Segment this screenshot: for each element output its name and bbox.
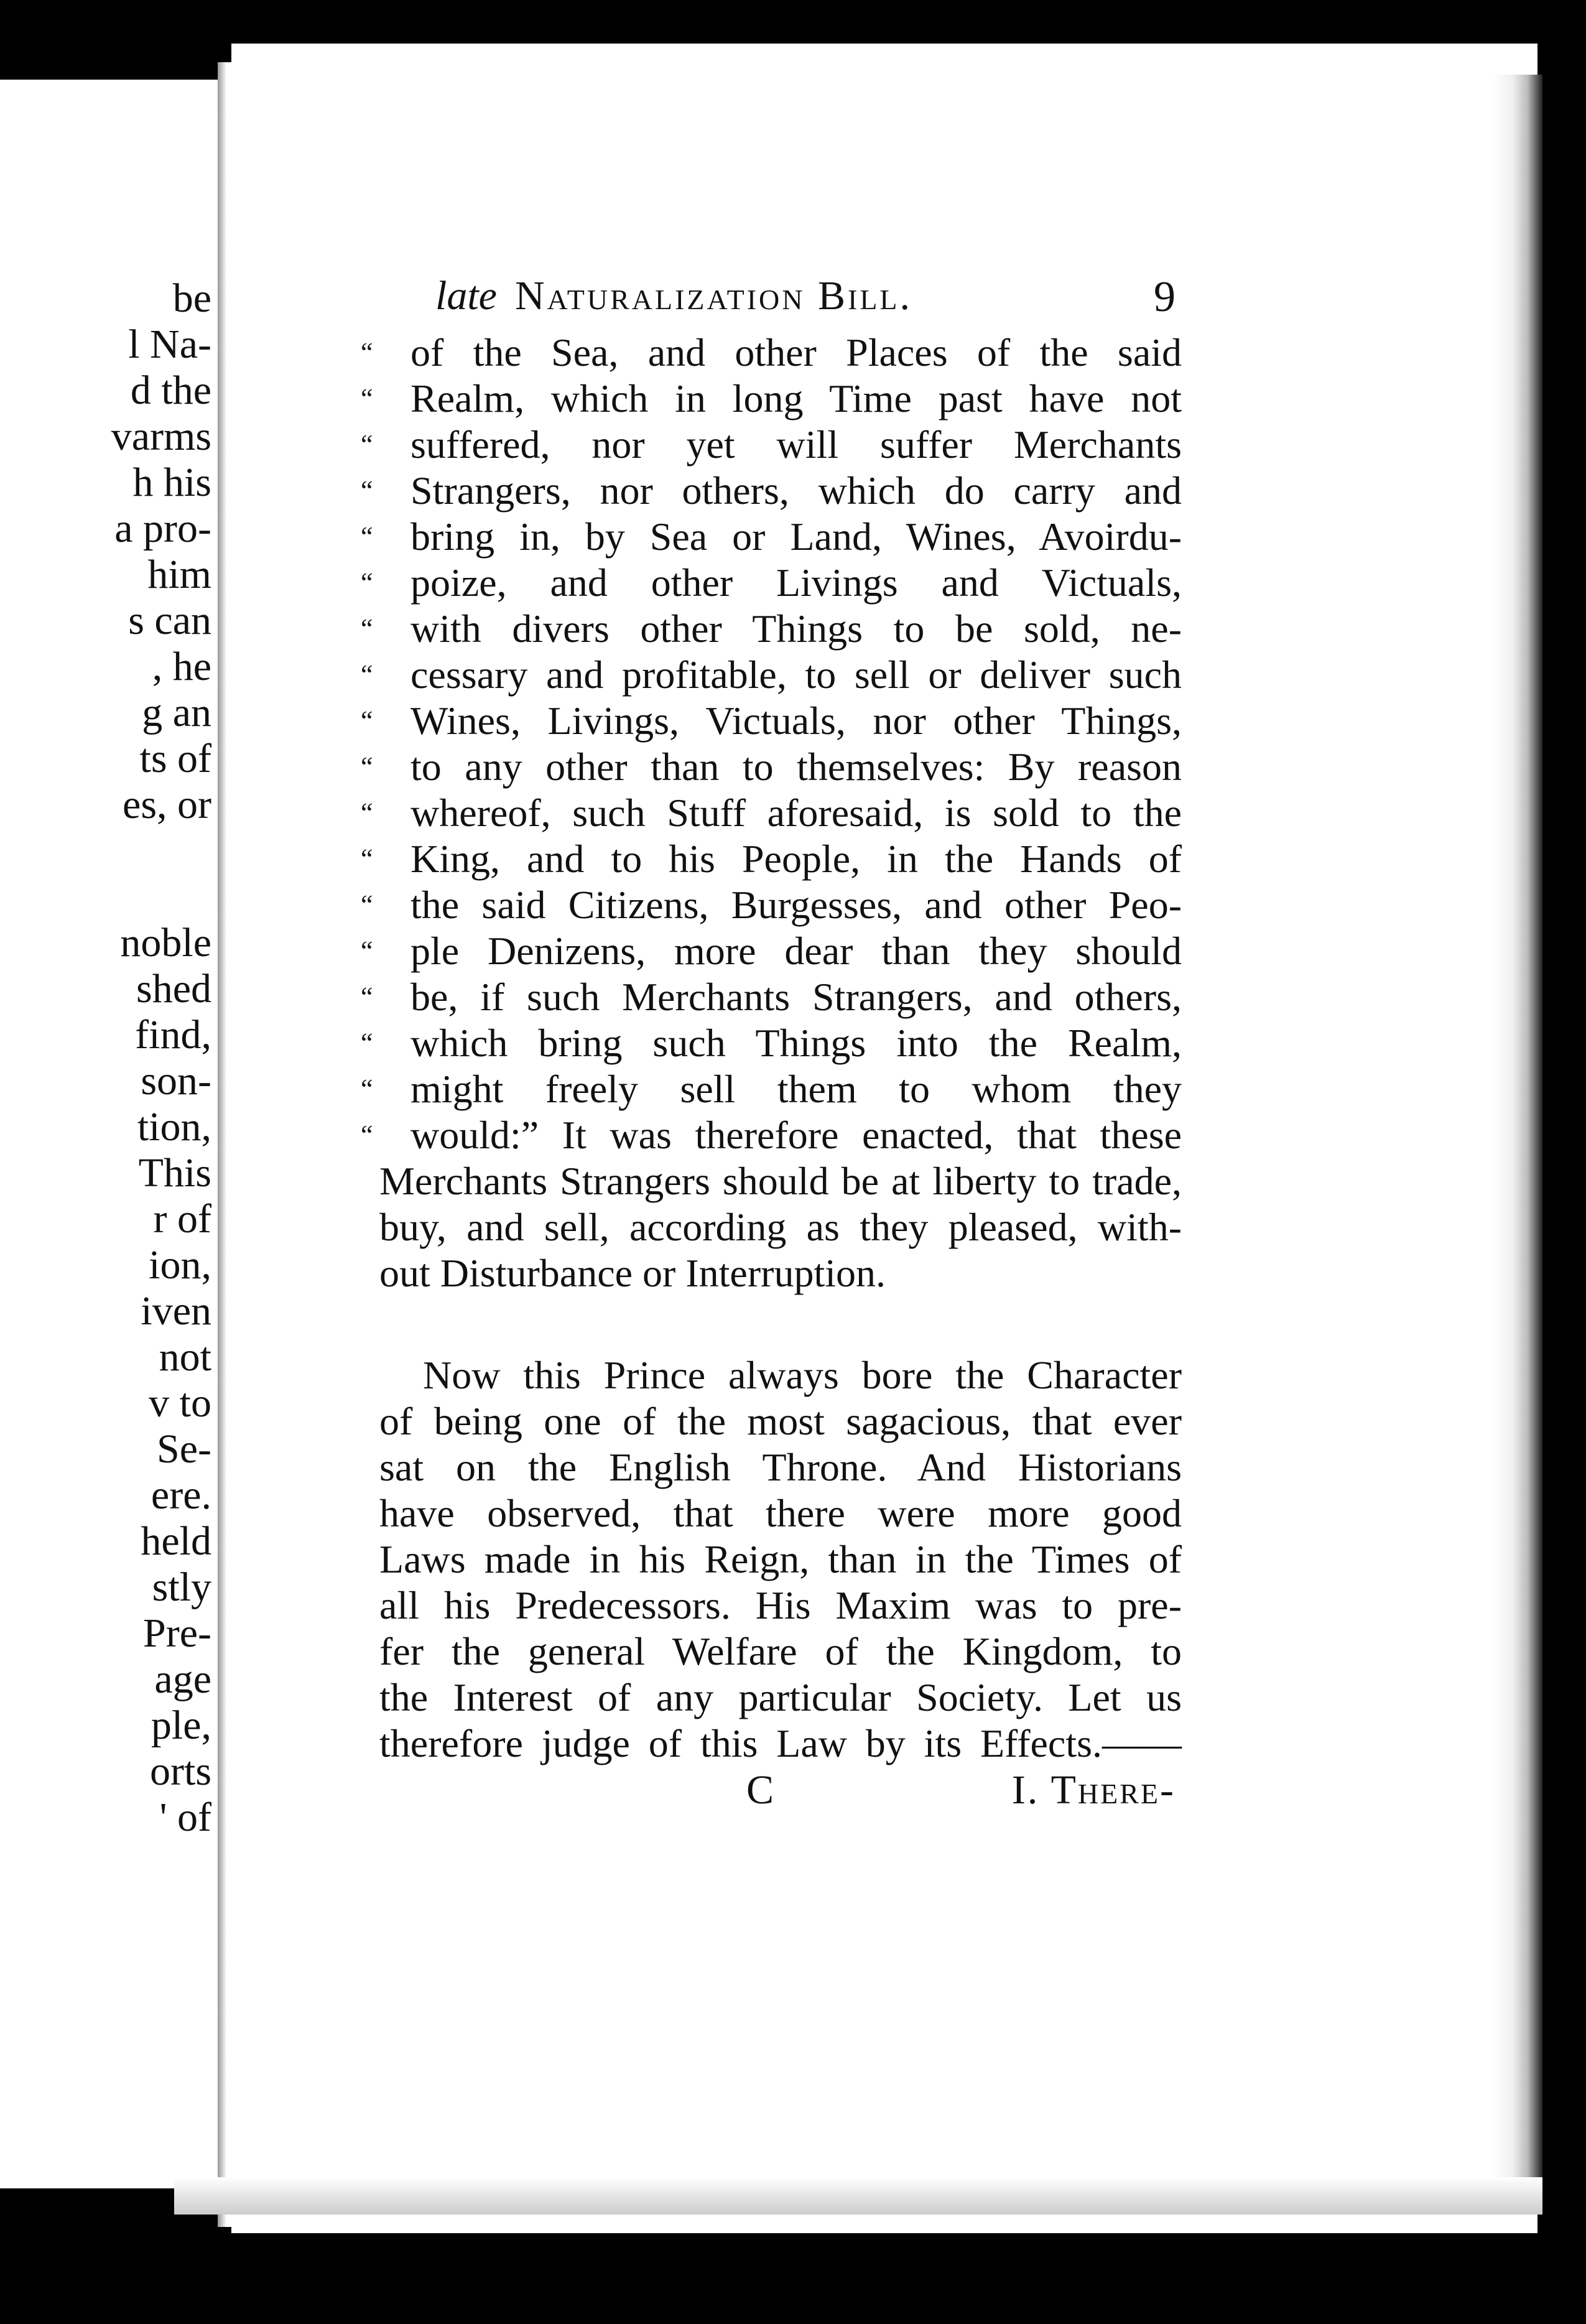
- line-text: have observed, that there were more good: [379, 1491, 1182, 1535]
- left-page-fragment: son-: [141, 1058, 211, 1104]
- line-text: poize, and other Livings and Victuals,: [410, 560, 1182, 605]
- line-text: of being one of the most sagacious, that ever: [379, 1399, 1182, 1443]
- line-text: ple Denizens, more dear than they should: [410, 929, 1182, 973]
- left-page-fragment: h his: [132, 460, 211, 505]
- quote-mark: “: [361, 567, 373, 598]
- left-page-fragment: This: [138, 1150, 211, 1196]
- text-line: [361, 698, 1182, 744]
- quote-mark: “: [361, 1074, 373, 1104]
- text-line: [361, 1536, 1182, 1583]
- left-page-fragment: s can: [128, 598, 211, 643]
- text-line: [361, 1444, 1182, 1490]
- left-page-fragment: find,: [135, 1012, 211, 1057]
- page-edge: [1493, 75, 1542, 2202]
- left-page-fragment: a pro-: [114, 506, 211, 551]
- text-line: [361, 974, 1182, 1020]
- left-page-fragment: ion,: [149, 1242, 211, 1288]
- left-page-fragment: g an: [142, 690, 211, 735]
- catchword: I. There-: [1011, 1767, 1176, 1813]
- quote-mark: “: [361, 751, 373, 782]
- text-line: [361, 836, 1182, 882]
- text-line: [361, 790, 1182, 836]
- line-text: sat on the English Throne. And Historians: [379, 1445, 1182, 1489]
- left-page-fragment: held: [141, 1518, 211, 1564]
- text-line: [361, 1158, 1182, 1204]
- line-text: King, and to his People, in the Hands of: [410, 837, 1182, 881]
- left-page-fragment: be: [172, 276, 211, 321]
- quote-mark: “: [361, 659, 373, 690]
- text-line: [361, 1583, 1182, 1629]
- left-page-fragment: not: [159, 1334, 211, 1380]
- line-text: buy, and sell, according as they pleased, with-: [379, 1205, 1182, 1249]
- line-text: Now this Prince always bore the Character: [423, 1353, 1182, 1397]
- left-page-fragment: iven: [141, 1288, 211, 1334]
- line-text: of the Sea, and other Places of the said: [410, 330, 1182, 374]
- line-text: to any other than to themselves: By reason: [410, 745, 1182, 789]
- text-line: [361, 514, 1182, 560]
- text-line: [361, 1352, 1182, 1398]
- line-text: whereof, such Stuff aforesaid, is sold to the: [410, 791, 1182, 835]
- quote-mark: “: [361, 705, 373, 736]
- text-line: [361, 928, 1182, 974]
- left-page-fragment: age: [154, 1657, 211, 1702]
- quote-mark: “: [361, 521, 373, 552]
- left-page-fragment: Pre-: [143, 1611, 211, 1656]
- left-page-fragment: tion,: [137, 1104, 211, 1150]
- text-line: [361, 1112, 1182, 1158]
- text-line: [361, 1066, 1182, 1112]
- text-line: [361, 1204, 1182, 1250]
- left-page-fragment: orts: [150, 1749, 211, 1794]
- quote-mark: “: [361, 936, 373, 966]
- text-line: [361, 1675, 1182, 1721]
- quote-mark: “: [361, 797, 373, 828]
- text-line: [361, 1250, 1182, 1296]
- line-text: fer the general Welfare of the Kingdom, to: [379, 1629, 1182, 1673]
- left-page-fragment: Se-: [157, 1426, 211, 1472]
- left-page-fragment: stly: [152, 1564, 211, 1610]
- paragraph-gap: [361, 1296, 1182, 1352]
- line-text: out Disturbance or Interruption.: [379, 1251, 886, 1295]
- text-line: [361, 1721, 1182, 1767]
- text-line: [361, 652, 1182, 698]
- line-text: bring in, by Sea or Land, Wines, Avoirdu-: [410, 514, 1182, 559]
- line-text: be, if such Merchants Strangers, and others,: [410, 975, 1182, 1019]
- left-page-fragment: ple,: [151, 1703, 211, 1748]
- text-line: [361, 606, 1182, 652]
- left-page-fragment: ere.: [151, 1472, 211, 1518]
- left-page-fragment: , he: [152, 644, 211, 689]
- quote-mark: “: [361, 1120, 373, 1150]
- quote-mark: “: [361, 383, 373, 414]
- signature-mark: C: [746, 1767, 774, 1813]
- page-footer: [373, 1767, 1176, 1816]
- text-line: [361, 376, 1182, 422]
- line-text: might freely sell them to whom they: [410, 1067, 1182, 1111]
- left-page-fragment: ' of: [159, 1795, 211, 1840]
- header-title: Naturalization Bill.: [515, 273, 913, 318]
- text-line: [361, 1629, 1182, 1675]
- header-prefix: late: [435, 273, 497, 318]
- left-page-fragment: es, or: [123, 782, 211, 827]
- left-page-fragment: r of: [153, 1196, 211, 1242]
- left-page-fragment: v to: [149, 1380, 211, 1426]
- text-line: [361, 1490, 1182, 1536]
- line-text: Merchants Strangers should be at liberty to trade,: [379, 1159, 1182, 1203]
- line-text: the Interest of any particular Society. Let us: [379, 1675, 1182, 1719]
- quote-mark: “: [361, 1028, 373, 1058]
- body-text: [361, 330, 1182, 1767]
- text-line: [361, 468, 1182, 514]
- line-text: cessary and profitable, to sell or deliver such: [410, 653, 1182, 697]
- line-text: with divers other Things to be sold, ne-: [410, 607, 1182, 651]
- line-text: would:” It was therefore enacted, that these: [410, 1113, 1182, 1157]
- line-text: which bring such Things into the Realm,: [410, 1021, 1182, 1065]
- quote-mark: “: [361, 982, 373, 1012]
- text-line: [361, 422, 1182, 468]
- quote-mark: “: [361, 890, 373, 920]
- line-text: suffered, nor yet will suffer Merchants: [410, 422, 1182, 467]
- line-text: Realm, which in long Time past have not: [410, 376, 1182, 421]
- left-page-fragment: shed: [136, 966, 211, 1011]
- quote-mark: “: [361, 475, 373, 506]
- quote-mark: “: [361, 844, 373, 874]
- line-text: Wines, Livings, Victuals, nor other Things,: [410, 699, 1182, 743]
- quote-mark: “: [361, 429, 373, 460]
- line-text: Strangers, nor others, which do carry and: [410, 468, 1182, 513]
- line-text: therefore judge of this Law by its Effects.——: [379, 1721, 1182, 1765]
- left-page-fragment: him: [147, 552, 211, 597]
- line-text: the said Citizens, Burgesses, and other Peo-: [410, 883, 1182, 927]
- running-header: [435, 272, 1176, 328]
- quote-mark: “: [361, 613, 373, 644]
- left-page-fragment: l Na-: [128, 322, 211, 367]
- text-line: [361, 744, 1182, 790]
- left-page-fragment: d the: [130, 368, 211, 413]
- text-line: [361, 1398, 1182, 1444]
- line-text: Laws made in his Reign, than in the Times of: [379, 1537, 1182, 1581]
- left-page-fragment: ts of: [139, 736, 211, 781]
- page-number: 9: [1154, 273, 1176, 321]
- book-spine: [218, 62, 233, 2227]
- line-text: all his Predecessors. His Maxim was to pre-: [379, 1583, 1182, 1627]
- quote-mark: “: [361, 337, 373, 368]
- left-page: [0, 80, 221, 2188]
- page-bottom-shadow: [174, 2177, 1542, 2215]
- text-line: [361, 560, 1182, 606]
- left-page-fragment: noble: [120, 920, 211, 965]
- left-page-fragment: varms: [111, 414, 211, 459]
- text-line: [361, 882, 1182, 928]
- text-line: [361, 1020, 1182, 1066]
- text-line: [361, 330, 1182, 376]
